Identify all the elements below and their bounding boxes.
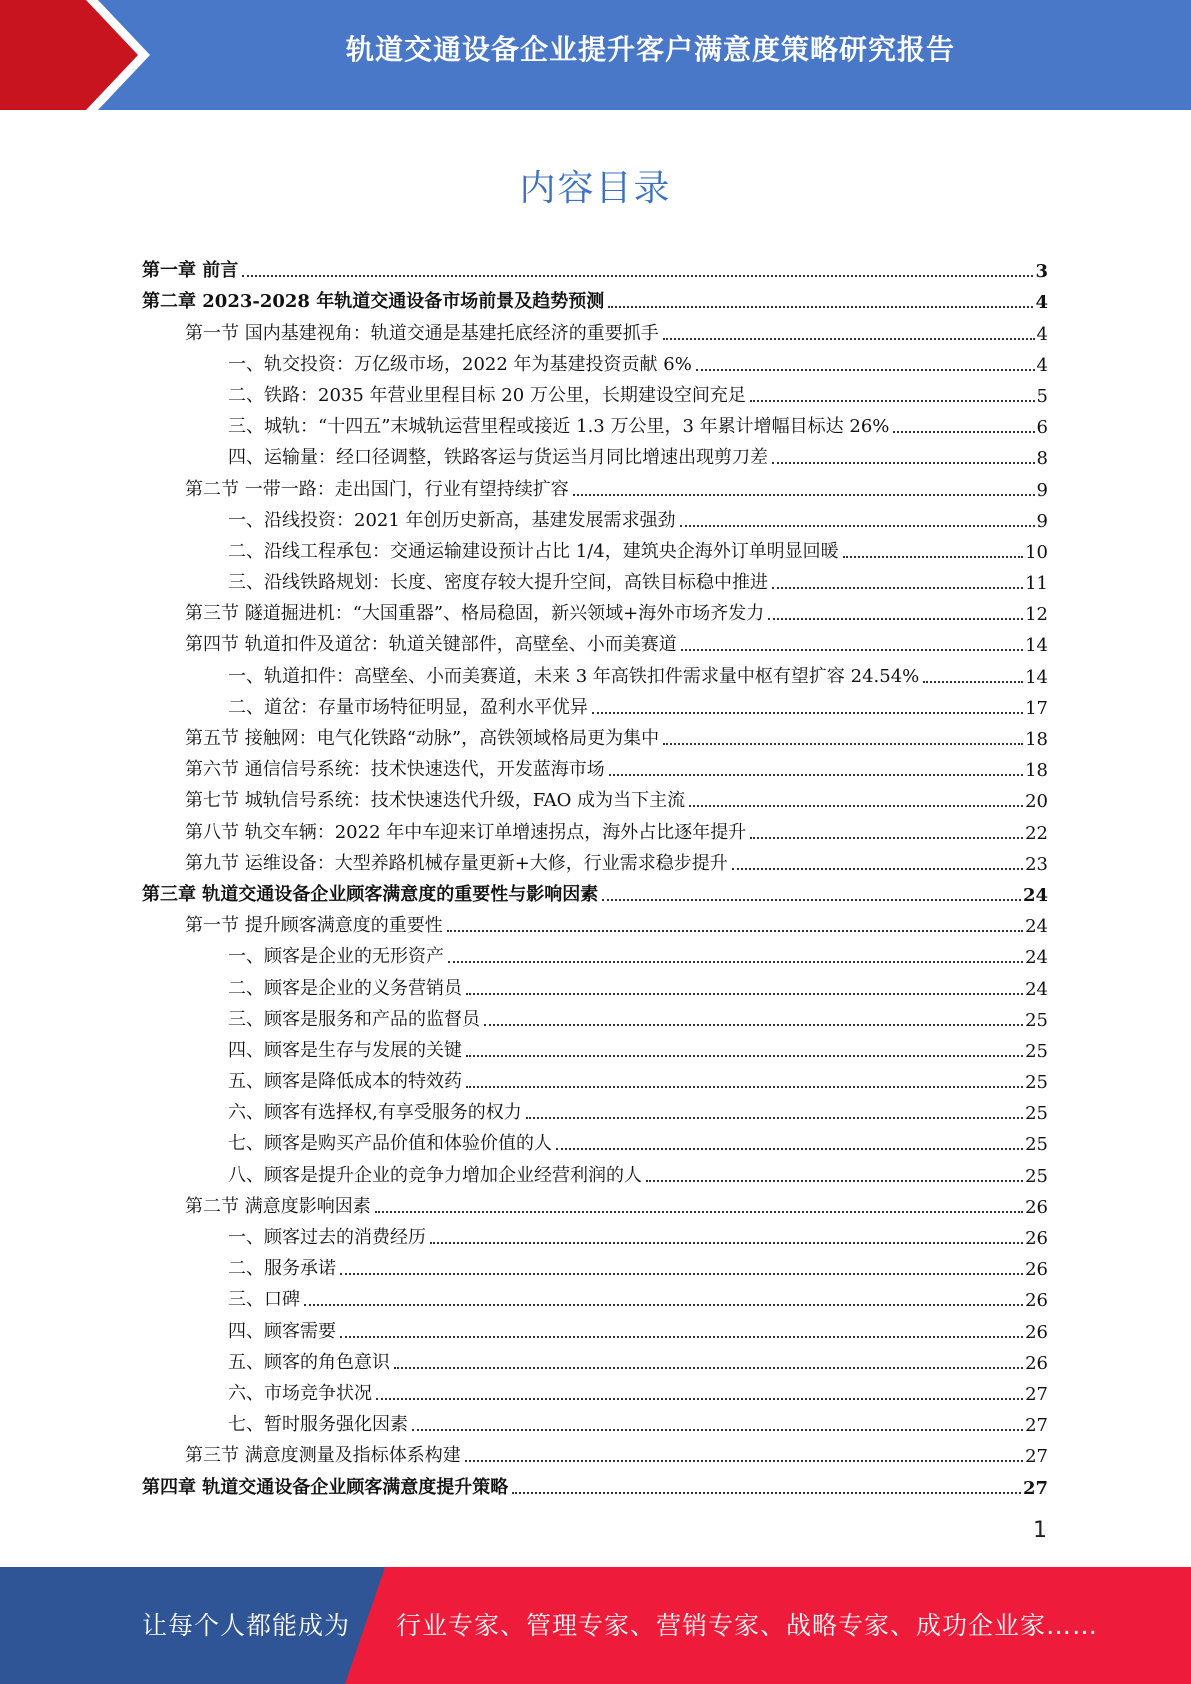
toc-entry[interactable]: [142, 752, 1048, 783]
toc-entry-page: 22: [1025, 822, 1048, 844]
toc-entry-title: 四、顾客是生存与发展的关键: [228, 1039, 462, 1061]
toc-entry-title: 第三章 轨道交通设备企业顾客满意度的重要性与影响因素: [142, 883, 599, 905]
toc-dot-leader: [556, 1148, 1023, 1150]
toc-dot-leader: [484, 1024, 1023, 1026]
toc-entry-page: 25: [1025, 1103, 1048, 1125]
toc-dot-leader: [592, 712, 1023, 714]
toc-dot-leader: [376, 1398, 1023, 1400]
toc-entry-page: 9: [1036, 510, 1048, 532]
toc-entry-title: 二、顾客是企业的义务营销员: [228, 977, 462, 999]
toc-entry-page: 20: [1025, 791, 1048, 813]
toc-entry[interactable]: [142, 347, 1048, 378]
toc-dot-leader: [242, 275, 1033, 277]
toc-dot-leader: [696, 369, 1035, 371]
toc-entry[interactable]: [142, 814, 1048, 845]
toc-entry-page: 3: [1035, 261, 1048, 283]
header-title: 轨道交通设备企业提升客户满意度策略研究报告: [345, 33, 955, 66]
toc-entry-page: 8: [1036, 448, 1048, 470]
toc-entry-title: 五、顾客的角色意识: [228, 1351, 390, 1373]
toc-entry[interactable]: [142, 908, 1048, 939]
toc-entry-title: 一、顾客过去的消费经历: [228, 1227, 426, 1248]
toc-entry-title: 一、轨交投资：万亿级市场，2022 年为基建投资贡献 6%: [228, 353, 692, 375]
toc-entry[interactable]: [142, 1095, 1048, 1126]
toc-entry-title: 第二节 一带一路：走出国门，行业有望持续扩容: [185, 478, 569, 500]
toc-entry-page: 27: [1025, 1446, 1048, 1468]
table-of-contents: [142, 253, 1048, 1501]
toc-entry-page: 26: [1025, 1321, 1048, 1343]
toc-entry-title: 八、顾客是提升企业的竞争力增加企业经营利润的人: [228, 1164, 642, 1186]
toc-entry[interactable]: [142, 253, 1048, 284]
toc-dot-leader: [304, 1304, 1023, 1306]
toc-entry-page: 26: [1025, 1352, 1048, 1374]
toc-dot-leader: [608, 306, 1033, 308]
toc-entry-page: 4: [1036, 323, 1048, 345]
toc-entry[interactable]: [142, 658, 1048, 689]
toc-entry-page: 25: [1025, 1165, 1048, 1187]
toc-entry-title: 五、顾客是降低成本的特效药: [228, 1071, 462, 1093]
toc-entry-title: 第二节 满意度影响因素: [185, 1195, 371, 1217]
toc-entry-title: 六、市场竞争状况: [228, 1382, 372, 1404]
toc-entry-page: 4: [1036, 354, 1048, 376]
toc-entry-page: 26: [1025, 1228, 1048, 1249]
toc-entry-page: 26: [1025, 1196, 1048, 1218]
toc-dot-leader: [394, 1367, 1023, 1369]
toc-entry[interactable]: [142, 1282, 1048, 1313]
toc-entry-title: 第五节 接触网：电气化铁路“动脉”，高铁领域格局更为集中: [185, 728, 660, 749]
toc-entry-page: 14: [1025, 666, 1048, 688]
toc-entry[interactable]: [142, 1469, 1048, 1500]
toc-entry-title: 四、顾客需要: [228, 1320, 336, 1342]
toc-entry-page: 17: [1025, 697, 1048, 719]
toc-entry[interactable]: [142, 1251, 1048, 1282]
toc-dot-leader: [448, 961, 1023, 963]
toc-entry-page: 4: [1035, 292, 1048, 314]
toc-dot-leader: [843, 556, 1023, 558]
toc-entry-page: 12: [1025, 604, 1048, 626]
toc-dot-leader: [466, 1086, 1023, 1088]
toc-dot-leader: [768, 618, 1023, 620]
toc-entry[interactable]: [142, 1126, 1048, 1157]
toc-entry-title: 三、城轨：“十四五”末城轨运营里程或接近 1.3 万公里，3 年累计增幅目标达 26%: [228, 416, 890, 438]
toc-entry[interactable]: [142, 471, 1048, 502]
toc-entry-page: 9: [1036, 479, 1048, 501]
toc-entry-page: 25: [1025, 1072, 1048, 1094]
toc-entry[interactable]: [142, 1189, 1048, 1220]
toc-dot-leader: [526, 1117, 1023, 1119]
toc-entry-page: 14: [1025, 635, 1048, 657]
toc-entry-page: 27: [1025, 1415, 1048, 1437]
toc-entry-title: 二、服务承诺: [228, 1258, 336, 1280]
toc-entry[interactable]: [142, 877, 1048, 908]
toc-entry-page: 24: [1025, 978, 1048, 1000]
page-number: 1: [1033, 1518, 1047, 1543]
toc-dot-leader: [772, 462, 1035, 464]
toc-entry-page: 11: [1025, 573, 1048, 595]
toc-entry[interactable]: [142, 1157, 1048, 1188]
toc-entry[interactable]: [142, 1064, 1048, 1095]
toc-entry-title: 第三节 满意度测量及指标体系构建: [185, 1445, 461, 1467]
toc-entry-page: 27: [1022, 1477, 1048, 1499]
toc-dot-leader: [923, 681, 1023, 683]
toc-dot-leader: [512, 1492, 1021, 1494]
toc-entry[interactable]: [142, 970, 1048, 1001]
toc-entry-page: 10: [1025, 541, 1048, 563]
toc-entry-title: 第七节 城轨信号系统：技术快速迭代升级，FAO 成为当下主流: [185, 790, 686, 812]
toc-dot-leader: [609, 774, 1023, 776]
toc-entry-title: 第一节 提升顾客满意度的重要性: [185, 915, 443, 937]
toc-entry[interactable]: [142, 1313, 1048, 1344]
toc-entry[interactable]: [142, 1345, 1048, 1376]
toc-dot-leader: [680, 525, 1035, 527]
toc-entry[interactable]: [142, 503, 1048, 534]
toc-entry-title: 二、沿线工程承包：交通运输建设预计占比 1/4，建筑央企海外订单明显回暖: [228, 540, 839, 562]
toc-entry-title: 三、顾客是服务和产品的监督员: [228, 1008, 480, 1030]
toc-entry[interactable]: [142, 846, 1048, 877]
toc-dot-leader: [663, 743, 1023, 745]
toc-dot-leader: [412, 1429, 1023, 1431]
toc-entry[interactable]: [142, 627, 1048, 658]
toc-dot-leader: [466, 993, 1023, 995]
toc-dot-leader: [447, 930, 1023, 932]
toc-entry-title: 一、轨道扣件：高壁垒、小而美赛道，未来 3 年高铁扣件需求量中枢有望扩容 24.54%: [228, 665, 920, 687]
toc-entry-title: 第六节 通信信号系统：技术快速迭代，开发蓝海市场: [185, 759, 605, 781]
toc-dot-leader: [466, 1055, 1023, 1057]
toc-entry-title: 三、沿线铁路规划：长度、密度存较大提升空间，高铁目标稳中推进: [228, 572, 768, 594]
toc-entry[interactable]: [142, 1376, 1048, 1407]
toc-entry-title: 三、口碑: [228, 1289, 300, 1311]
toc-entry-title: 第四章 轨道交通设备企业顾客满意度提升策略: [142, 1476, 509, 1498]
toc-entry[interactable]: [142, 1438, 1048, 1469]
toc-entry-title: 七、暂时服务强化因素: [228, 1414, 408, 1436]
toc-entry-title: 第八节 轨交车辆：2022 年中车迎来订单增速拐点，海外占比逐年提升: [185, 821, 747, 843]
toc-entry-page: 25: [1025, 1009, 1048, 1031]
toc-entry-page: 26: [1025, 1259, 1048, 1281]
toc-entry-page: 25: [1025, 1040, 1048, 1062]
footer-slogan-left: 让每个人都能成为: [142, 1611, 351, 1640]
toc-entry[interactable]: [142, 284, 1048, 315]
toc-dot-leader: [772, 587, 1023, 589]
toc-entry-title: 七、顾客是购买产品价值和体验价值的人: [228, 1133, 552, 1155]
toc-entry-page: 24: [1025, 916, 1048, 938]
page-header: [0, 0, 1191, 110]
toc-entry[interactable]: [142, 534, 1048, 565]
toc-entry[interactable]: [142, 596, 1048, 627]
toc-entry-title: 二、铁路：2035 年营业里程目标 20 万公里，长期建设空间充足: [228, 384, 746, 406]
toc-entry[interactable]: [142, 565, 1048, 596]
toc-entry-title: 第九节 运维设备：大型养路机械存量更新+大修，行业需求稳步提升: [185, 852, 728, 874]
toc-entry-title: 四、运输量：经口径调整，铁路客运与货运当月同比增速出现剪刀差: [228, 447, 768, 469]
toc-dot-leader: [573, 494, 1035, 496]
toc-entry-title: 二、道岔：存量市场特征明显，盈利水平优异: [228, 696, 588, 718]
toc-dot-leader: [750, 837, 1023, 839]
toc-dot-leader: [893, 431, 1034, 433]
toc-entry[interactable]: [142, 1033, 1048, 1064]
page-footer: [0, 1567, 1191, 1684]
toc-entry-title: 第一节 国内基建视角：轨道交通是基建托底经济的重要抓手: [185, 322, 659, 344]
toc-dot-leader: [732, 868, 1023, 870]
toc-entry-title: 第四节 轨道扣件及道岔：轨道关键部件，高壁垒、小而美赛道: [185, 634, 677, 656]
toc-dot-leader: [681, 649, 1023, 651]
toc-entry-page: 18: [1025, 760, 1048, 782]
toc-dot-leader: [465, 1460, 1023, 1462]
footer-slogan-right: 行业专家、管理专家、营销专家、战略专家、成功企业家……: [396, 1611, 1099, 1640]
toc-entry-page: 24: [1025, 947, 1048, 969]
toc-entry-page: 27: [1025, 1383, 1048, 1405]
toc-entry-page: 24: [1022, 884, 1048, 906]
toc-entry[interactable]: [142, 690, 1048, 721]
toc-dot-leader: [340, 1273, 1023, 1275]
toc-dot-leader: [430, 1242, 1023, 1244]
toc-dot-leader: [602, 899, 1021, 901]
toc-entry-title: 一、顾客是企业的无形资产: [228, 946, 444, 968]
toc-entry-title: 第三节 隧道掘进机：“大国重器”、格局稳固，新兴领域+海外市场齐发力: [185, 603, 765, 625]
toc-entry[interactable]: [142, 939, 1048, 970]
toc-dot-leader: [646, 1180, 1023, 1182]
toc-entry[interactable]: [142, 1002, 1048, 1033]
toc-dot-leader: [663, 338, 1035, 340]
toc-dot-leader: [750, 400, 1035, 402]
toc-entry[interactable]: [142, 378, 1048, 409]
toc-heading: 内容目录: [519, 168, 672, 209]
toc-entry-title: 一、沿线投资：2021 年创历史新高，基建发展需求强劲: [228, 509, 676, 531]
toc-entry-page: 26: [1025, 1290, 1048, 1312]
toc-entry-page: 23: [1025, 853, 1048, 875]
toc-entry-page: 25: [1025, 1134, 1048, 1156]
toc-entry-page: 5: [1036, 385, 1048, 407]
toc-entry-title: 六、顾客有选择权,有享受服务的权力: [228, 1102, 522, 1124]
toc-entry[interactable]: [142, 315, 1048, 346]
toc-entry-title: 第一章 前言: [142, 260, 239, 282]
toc-entry[interactable]: [142, 1220, 1048, 1251]
toc-entry-page: 6: [1036, 417, 1048, 439]
toc-entry-title: 第二章 2023-2028 年轨道交通设备市场前景及趋势预测: [142, 291, 605, 313]
toc-dot-leader: [375, 1211, 1023, 1213]
toc-entry[interactable]: [142, 1407, 1048, 1438]
toc-dot-leader: [689, 805, 1023, 807]
toc-entry[interactable]: [142, 409, 1048, 440]
toc-dot-leader: [340, 1336, 1023, 1338]
toc-entry[interactable]: [142, 783, 1048, 814]
toc-entry[interactable]: [142, 721, 1048, 752]
toc-entry-page: 18: [1025, 729, 1048, 750]
toc-entry[interactable]: [142, 440, 1048, 471]
